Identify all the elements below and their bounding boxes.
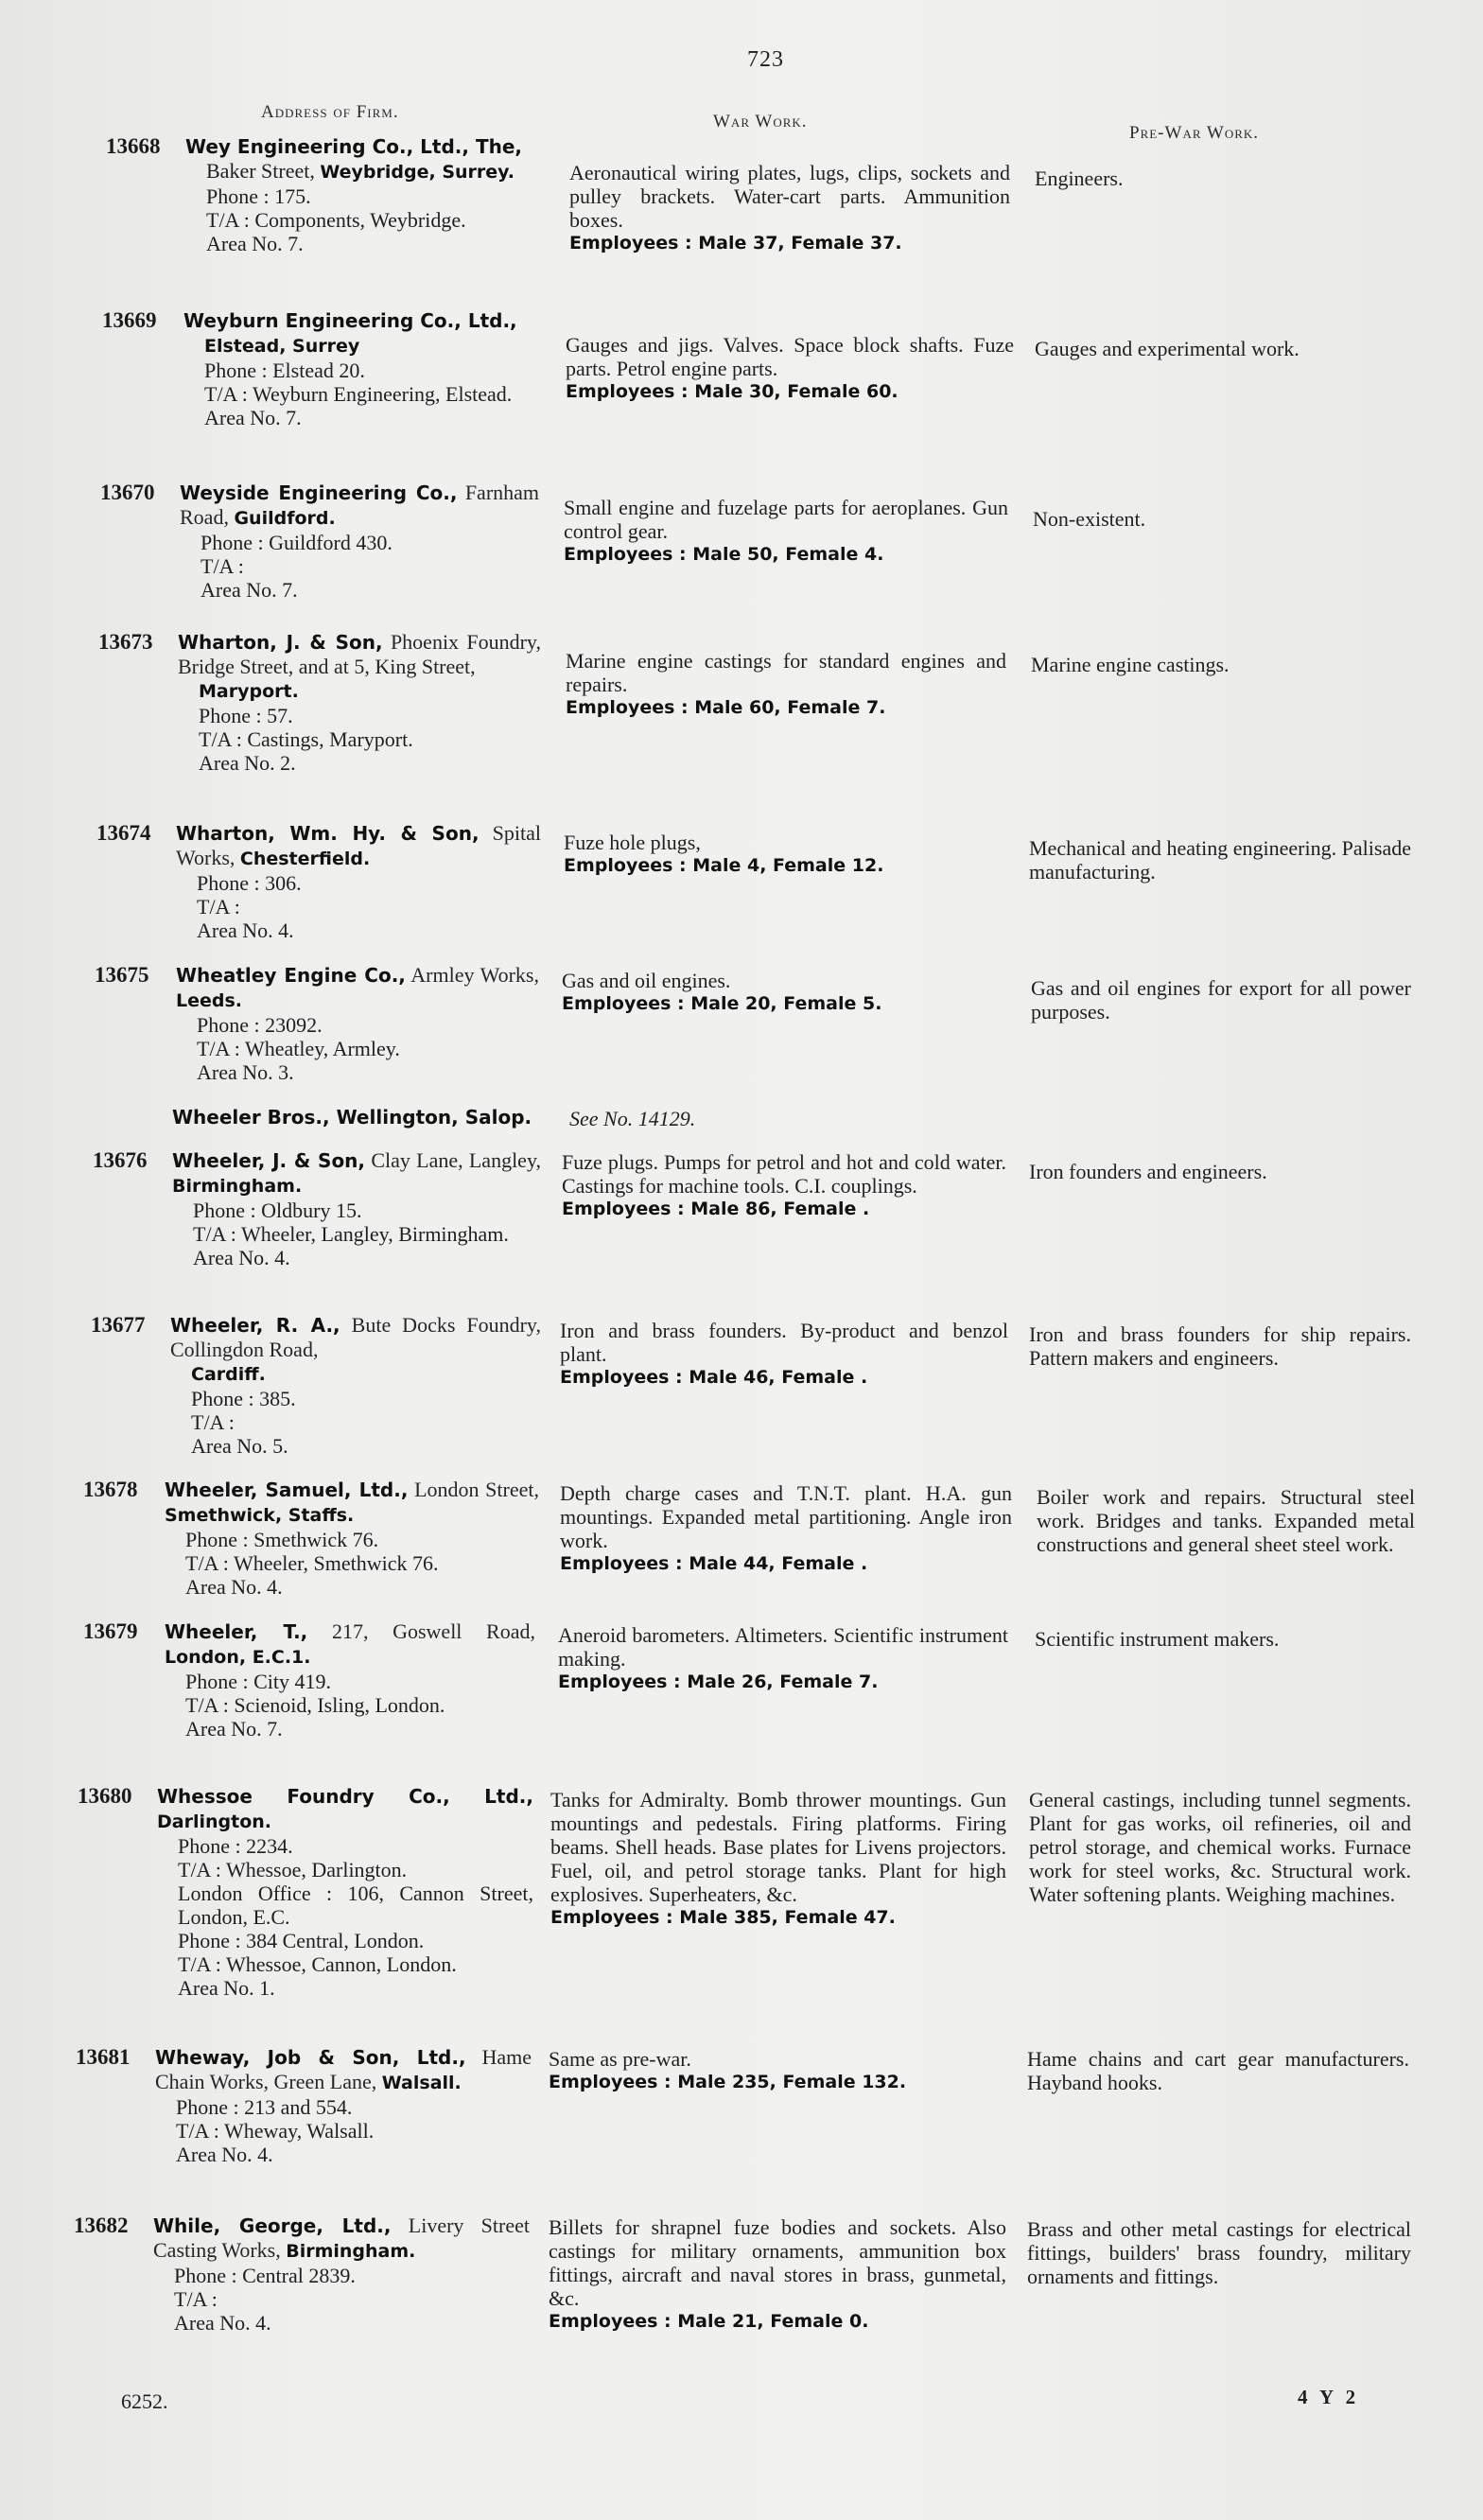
war-work <box>566 649 1006 720</box>
employees: Employees : Male 44, Female . <box>560 1553 868 1574</box>
telegraphic-address: T/A : Components, Weybridge. <box>206 208 466 232</box>
war-work-text: Gas and oil engines. <box>562 969 731 992</box>
war-work <box>560 1319 1008 1390</box>
town: Chesterfield. <box>239 849 371 869</box>
firm-address <box>183 308 562 429</box>
war-work <box>549 2047 1003 2094</box>
firm-address <box>155 2045 532 2166</box>
town: Smethwick, Staffs. <box>165 1505 355 1526</box>
town: Elstead, Surrey <box>204 336 360 357</box>
entry-number: 13682 <box>74 2214 129 2237</box>
firm-name: Wharton, J. & Son, <box>178 631 383 654</box>
telegraphic-address: T/A : <box>201 554 244 578</box>
entry-number: 13669 <box>102 308 157 332</box>
firm-name: While, George, Ltd., <box>153 2214 392 2237</box>
column-header-pre-war-work: Pre-War Work. <box>1129 123 1260 143</box>
employees: Employees : Male 21, Female 0. <box>549 2311 869 2332</box>
phone: Phone : 23092. <box>197 1013 323 1037</box>
area: Area No. 4. <box>176 2143 273 2166</box>
address-line: Farnham Road, <box>180 481 540 529</box>
pre-war-work: General castings, including tunnel segments. Plant for gas works, oil refineries, oil and petrol storage, and chemical works. Furnace work for steel works, &c. Structural work. Water softening plants. Weighing machines. <box>1029 1788 1411 1906</box>
employees: Employees : Male 30, Female 60. <box>566 381 899 402</box>
firm-name: Wey Engineering Co., Ltd., The, <box>185 135 522 158</box>
london-office: London Office : 106, Cannon Street, London, E.C. <box>178 1881 533 1929</box>
telegraphic-address: T/A : <box>191 1410 235 1434</box>
town: Leeds. <box>176 990 243 1011</box>
telegraphic-address: T/A : Whessoe, Darlington. <box>178 1858 408 1881</box>
war-work-text: Gauges and jigs. Valves. Space block shafts. Fuze parts. Petrol engine parts. <box>566 333 1014 380</box>
employees: Employees : Male 4, Female 12. <box>564 855 884 876</box>
firm-address <box>178 630 541 775</box>
war-work-text: Fuze hole plugs, <box>564 831 701 854</box>
firm-name: Wheeler, T., <box>165 1620 308 1643</box>
firm-name: Weyside Engineering Co., <box>180 481 458 504</box>
telegraphic-address: T/A : Wheeler, Langley, Birmingham. <box>193 1222 509 1246</box>
entry-number: 13677 <box>91 1313 146 1337</box>
phone: Phone : 175. <box>206 184 311 208</box>
firm-address <box>185 134 564 255</box>
phone: Phone : Elstead 20. <box>204 359 365 382</box>
address-line: Hame Chain Works, Green Lane, <box>155 2045 532 2093</box>
column-header-address: Address of Firm. <box>261 102 399 122</box>
war-work-text: Billets for shrapnel fuze bodies and sockets. Also castings for military ornaments, ammunition box fittings, aircraft and naval stores in brass, gunmetal, &c. <box>549 2215 1006 2310</box>
area: Area No. 7. <box>206 232 304 255</box>
pre-war-work: Gas and oil engines for export for all power purposes. <box>1031 976 1411 1024</box>
war-work <box>549 2215 1006 2334</box>
cross-reference: See No. 14129. <box>569 1107 696 1130</box>
war-work <box>558 1623 1008 1694</box>
pre-war-work: Scientific instrument makers. <box>1035 1627 1280 1651</box>
telegraphic-address: T/A : Scienoid, Isling, London. <box>185 1693 445 1717</box>
telegraphic-address: T/A : Weyburn Engineering, Elstead. <box>204 382 513 406</box>
area: Area No. 3. <box>197 1060 294 1084</box>
entry-number: 13668 <box>106 134 161 158</box>
telegraphic-address: T/A : Castings, Maryport. <box>199 727 413 751</box>
firm-address <box>172 1105 569 1129</box>
employees: Employees : Male 60, Female 7. <box>566 697 886 718</box>
employees: Employees : Male 86, Female . <box>562 1199 870 1219</box>
war-work <box>562 1150 1006 1221</box>
pre-war-work: Hame chains and cart gear manufacturers. Hayband hooks. <box>1027 2047 1409 2094</box>
entry-number: 13670 <box>100 481 155 504</box>
firm-name: Wheeler Bros., Wellington, Salop. <box>172 1106 532 1129</box>
telegraphic-address: T/A : Wheeler, Smethwick 76. <box>185 1551 439 1575</box>
pre-war-work: Boiler work and repairs. Structural steel work. Bridges and tanks. Expanded metal constructions and general sheet steel work. <box>1037 1485 1415 1556</box>
address-line: Bute Docks Foundry, Collingdon Road, <box>170 1313 542 1361</box>
address-line: Clay Lane, Langley, <box>371 1148 542 1172</box>
phone: Phone : 306. <box>197 871 302 895</box>
war-work <box>564 831 1004 878</box>
firm-name: Weyburn Engineering Co., Ltd., <box>183 309 517 332</box>
war-work-text: Tanks for Admiralty. Bomb thrower mountings. Gun mountings and pedestals. Firing platforms. Firing beams. Shell heads. Base plates for Livens projectors. Fuel, oil, and petrol storage tanks. Plant for high explosives. Superheaters, &c. <box>550 1788 1006 1906</box>
war-work-text: Aeronautical wiring plates, lugs, clips, sockets and pulley brackets. Water-cart parts. Ammunition boxes. <box>569 161 1010 232</box>
entry-number: 13676 <box>93 1148 148 1172</box>
phone: Phone : 57. <box>199 704 293 727</box>
employees: Employees : Male 46, Female . <box>560 1367 868 1388</box>
war-work <box>564 496 1008 567</box>
entry-number: 13681 <box>76 2045 131 2069</box>
firm-address <box>176 963 539 1084</box>
phone: Phone : Oldbury 15. <box>193 1199 362 1222</box>
phone: Phone : Smethwick 76. <box>185 1528 379 1551</box>
area: Area No. 7. <box>204 406 302 429</box>
area: Area No. 4. <box>193 1246 290 1269</box>
war-work-text: Depth charge cases and T.N.T. plant. H.A. gun mountings. Expanded metal partitioning. Angle iron work. <box>560 1481 1012 1552</box>
area: Area No. 4. <box>185 1575 283 1599</box>
phone: Phone : Central 2839. <box>174 2264 356 2287</box>
war-work <box>560 1481 1012 1576</box>
address-line: Phoenix Foundry, Bridge Street, and at 5, King Street, <box>178 630 542 678</box>
page-number: 723 <box>747 47 784 72</box>
area: Area No. 4. <box>197 919 294 942</box>
town: Weybridge, Surrey. <box>320 162 515 183</box>
firm-name: Whessoe Foundry Co., Ltd., <box>157 1785 533 1808</box>
firm-name: Wheatley Engine Co., <box>176 964 406 987</box>
area: Area No. 2. <box>199 751 296 775</box>
telegraphic-address: T/A : Wheatley, Armley. <box>197 1037 400 1060</box>
phone: Phone : 2234. <box>178 1834 293 1858</box>
london-phone: Phone : 384 Central, London. <box>178 1929 425 1952</box>
pre-war-work: Engineers. <box>1035 166 1124 190</box>
firm-address <box>165 1619 535 1741</box>
war-work-text: Marine engine castings for standard engines and repairs. <box>566 649 1006 696</box>
firm-address <box>153 2214 530 2335</box>
firm-name: Wheeler, J. & Son, <box>172 1149 366 1172</box>
telegraphic-address: T/A : Wheway, Walsall. <box>176 2119 375 2143</box>
firm-name: Wharton, Wm. Hy. & Son, <box>176 822 480 845</box>
pre-war-work: Mechanical and heating engineering. Palisade manufacturing. <box>1029 836 1411 884</box>
telegraphic-address: T/A : <box>197 895 240 919</box>
entry-number: 13674 <box>96 821 151 845</box>
area: Area No. 7. <box>201 578 298 602</box>
address-line: Spital Works, <box>176 821 541 869</box>
war-work-text: Small engine and fuzelage parts for aeroplanes. Gun control gear. <box>564 496 1008 543</box>
war-work-text: Aneroid barometers. Altimeters. Scientific instrument making. <box>558 1623 1008 1671</box>
pre-war-work: Iron and brass founders for ship repairs. Pattern makers and engineers. <box>1029 1322 1411 1370</box>
address-line: Baker Street, <box>206 159 315 183</box>
pre-war-work: Marine engine castings. <box>1031 653 1230 676</box>
firm-address <box>157 1784 533 2000</box>
phone: Phone : 213 and 554. <box>176 2095 353 2119</box>
telegraphic-address: T/A : <box>174 2287 218 2311</box>
town: London, E.C.1. <box>165 1647 311 1668</box>
pre-war-work: Brass and other metal castings for electrical fittings, builders' brass foundry, military ornaments and fittings. <box>1027 2217 1411 2288</box>
phone: Phone : 385. <box>191 1387 296 1410</box>
area: Area No. 4. <box>174 2311 271 2335</box>
town: Guildford. <box>234 508 336 529</box>
town: Maryport. <box>199 681 299 702</box>
firm-name: Wheway, Job & Son, Ltd., <box>155 2046 466 2069</box>
column-header-war-work: War Work. <box>713 112 808 131</box>
area: Area No. 5. <box>191 1434 288 1458</box>
pre-war-work: Iron founders and engineers. <box>1029 1160 1267 1183</box>
town: Birmingham. <box>172 1176 303 1197</box>
address-line: Armley Works, <box>410 963 539 987</box>
firm-address <box>170 1313 541 1458</box>
firm-address <box>172 1148 541 1269</box>
war-work-text: Iron and brass founders. By-product and benzol plant. <box>560 1319 1008 1366</box>
address-line: London Street, <box>414 1478 539 1501</box>
area: Area No. 7. <box>185 1717 283 1741</box>
area: Area No. 1. <box>178 1976 275 2000</box>
entry-number: 13679 <box>83 1619 138 1643</box>
town: Cardiff. <box>191 1364 266 1385</box>
firm-address <box>176 821 541 942</box>
war-work <box>566 333 1014 404</box>
pre-war-work: Non-existent. <box>1033 507 1146 531</box>
war-work-text: Same as pre-war. <box>549 2047 691 2071</box>
footer-print-code: 6252. <box>121 2389 168 2413</box>
footer-signature-mark: 4 Y 2 <box>1298 2386 1360 2408</box>
employees: Employees : Male 37, Female 37. <box>569 233 902 254</box>
firm-address <box>165 1478 539 1599</box>
town: Darlington. <box>157 1811 271 1832</box>
firm-name: Wheeler, Samuel, Ltd., <box>165 1479 409 1501</box>
phone: Phone : City 419. <box>185 1670 332 1693</box>
employees: Employees : Male 235, Female 132. <box>549 2072 907 2092</box>
entry-number: 13673 <box>98 630 153 654</box>
town: Birmingham. <box>286 2241 416 2262</box>
war-work <box>569 161 1010 255</box>
war-work <box>562 969 1003 1016</box>
firm-name: Wheeler, R. A., <box>170 1314 340 1337</box>
employees: Employees : Male 20, Female 5. <box>562 993 882 1014</box>
employees: Employees : Male 385, Female 47. <box>550 1907 896 1928</box>
employees: Employees : Male 50, Female 4. <box>564 544 884 565</box>
address-line: 217, Goswell Road, <box>331 1619 535 1643</box>
war-work-text: Fuze plugs. Pumps for petrol and hot and cold water. Castings for machine tools. C.I. couplings. <box>562 1150 1006 1198</box>
entry-number: 13678 <box>83 1478 138 1501</box>
phone: Phone : Guildford 430. <box>201 531 393 554</box>
war-work <box>550 1788 1006 1930</box>
entry-number: 13680 <box>78 1784 132 1808</box>
town: Walsall. <box>381 2073 462 2093</box>
pre-war-work: Gauges and experimental work. <box>1035 337 1300 360</box>
address-line: Livery Street Casting Works, <box>153 2214 530 2262</box>
london-telegraphic-address: T/A : Whessoe, Cannon, London. <box>178 1952 457 1976</box>
firm-address <box>180 481 539 602</box>
employees: Employees : Male 26, Female 7. <box>558 1671 879 1692</box>
entry-number: 13675 <box>95 963 149 987</box>
